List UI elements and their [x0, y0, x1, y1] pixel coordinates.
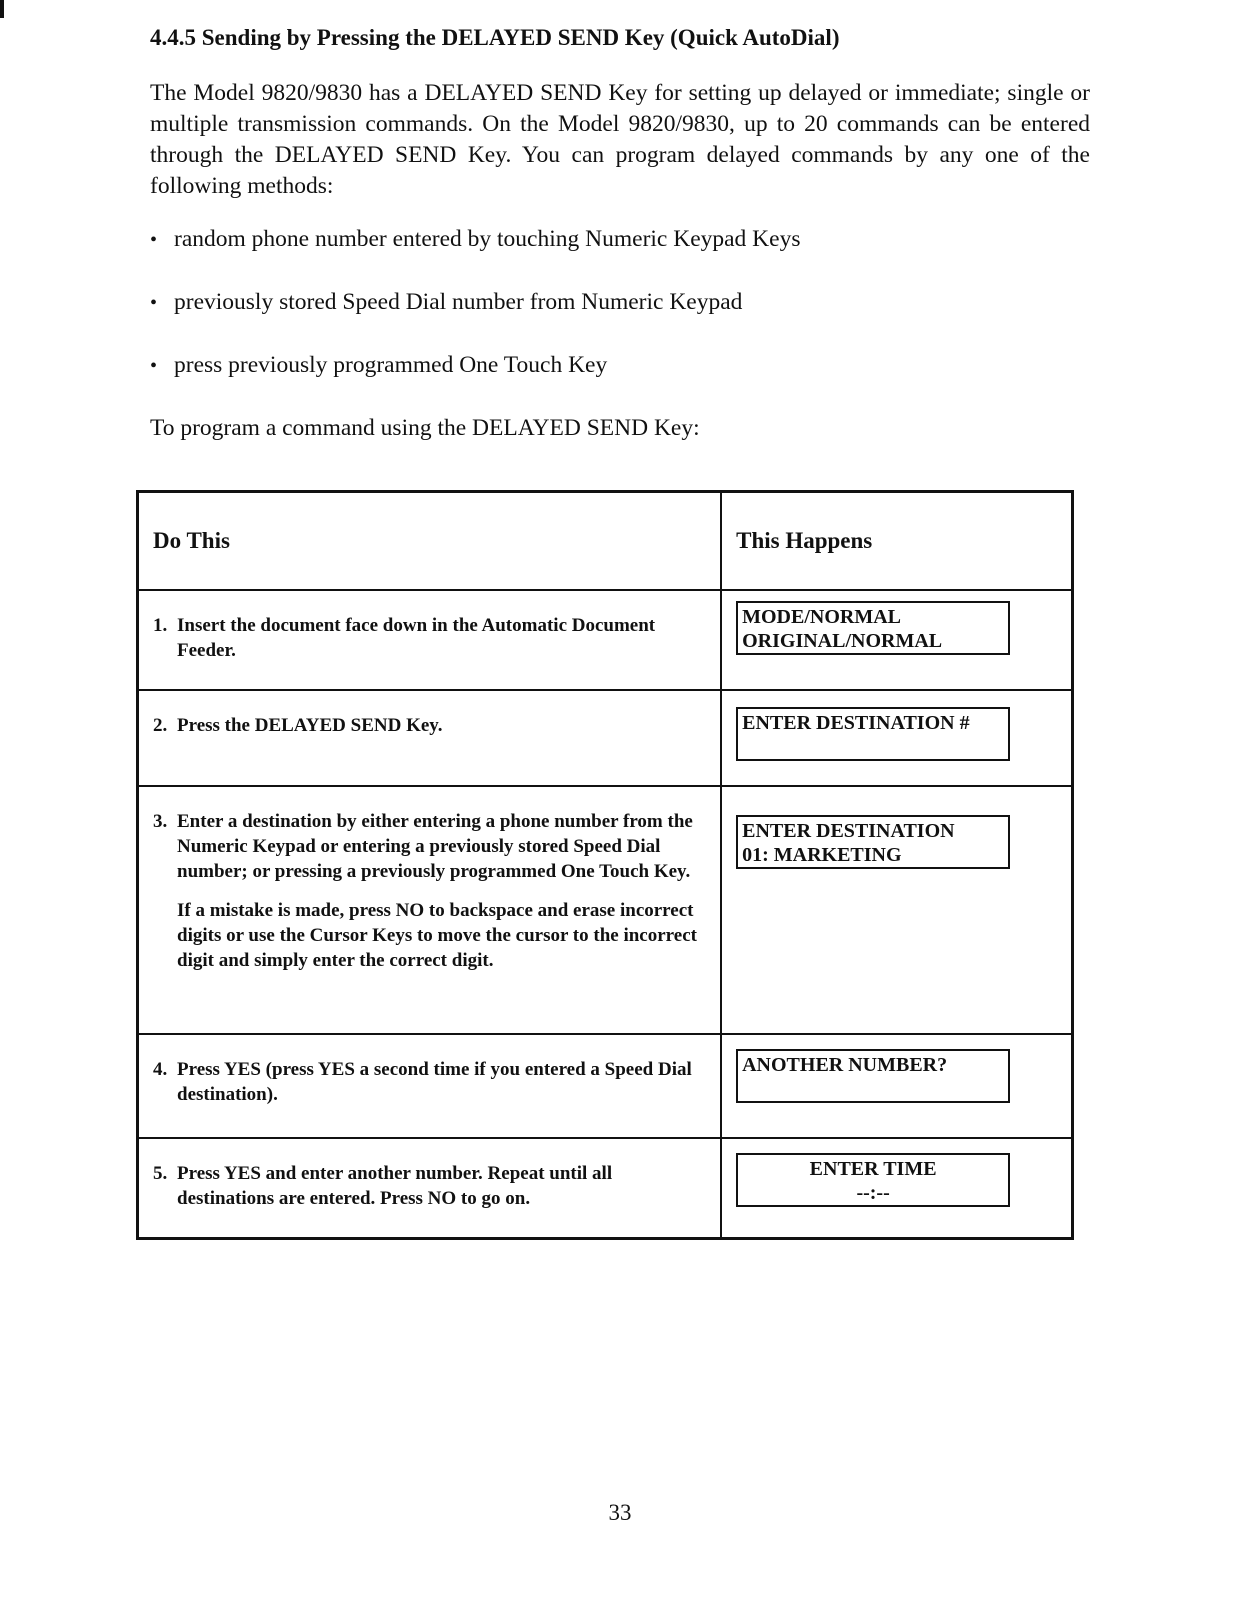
lcd-line-1: ENTER TIME — [809, 1158, 937, 1180]
step-text: Press YES and enter another number. Repeat until all destinations are entered. Press NO to go on. — [177, 1163, 613, 1209]
step-number: 2. — [153, 715, 168, 736]
table-row — [138, 1138, 1073, 1238]
step-number: 3. — [153, 811, 168, 832]
step-note: If a mistake is made, press NO to backspace and erase incorrect digits or use the Cursor Keys to move the cursor to the incorrect digit and simply enter the correct digit. — [177, 900, 697, 971]
bullet-icon: • — [150, 291, 158, 314]
list-item — [150, 224, 1090, 255]
step-text: Press the DELAYED SEND Key. — [177, 715, 443, 736]
lcd-display — [736, 815, 1010, 869]
list-item — [150, 350, 1090, 381]
step-text: Press YES (press YES a second time if you entered a Speed Dial destination). — [177, 1059, 692, 1105]
header-do-this: Do This — [138, 492, 722, 591]
step-cell — [138, 786, 722, 1034]
step-cell — [138, 690, 722, 786]
list-item — [150, 287, 1090, 318]
display-cell — [721, 590, 1072, 690]
table-row — [138, 690, 1073, 786]
display-cell — [721, 1138, 1072, 1238]
display-cell — [721, 1034, 1072, 1138]
method-text: press previously programmed One Touch Key — [174, 351, 608, 378]
lcd-display — [736, 1153, 1010, 1207]
lcd-line-2: 01: MARKETING — [742, 844, 902, 866]
table-row — [138, 1034, 1073, 1138]
lcd-line-1: ENTER DESTINATION — [742, 820, 955, 842]
lcd-line-2: ORIGINAL/NORMAL — [742, 630, 943, 652]
manual-page — [150, 24, 1090, 1209]
header-this-happens: This Happens — [721, 492, 1072, 591]
table-header-row — [138, 492, 1073, 591]
table-row — [138, 590, 1073, 690]
methods-list — [150, 224, 1090, 381]
section-heading: 4.4.5 Sending by Pressing the DELAYED SEND Key (Quick AutoDial) — [150, 25, 840, 50]
display-cell — [721, 690, 1072, 786]
lcd-line-1: ANOTHER NUMBER? — [742, 1054, 948, 1076]
lcd-line-2: --:-- — [856, 1182, 890, 1204]
step-number: 5. — [153, 1163, 168, 1184]
table-lead-text: To program a command using the DELAYED SEND Key: — [150, 414, 700, 441]
method-text: previously stored Speed Dial number from Numeric Keypad — [174, 288, 743, 315]
intro-paragraph: The Model 9820/9830 has a DELAYED SEND Key for setting up delayed or immediate; single or multiple transmission commands. On the Model 9820/9830, up to 20 commands can be entered through the DELAYED SEND Key. You can program delayed commands by any one of the following methods: — [150, 79, 1090, 199]
lcd-display — [736, 1049, 1010, 1103]
lcd-line-1: ENTER DESTINATION # — [742, 712, 970, 734]
page-number: 33 — [608, 1500, 632, 1525]
lcd-display — [736, 707, 1010, 761]
step-cell — [138, 1034, 722, 1138]
lcd-display — [736, 601, 1010, 655]
display-cell — [721, 786, 1072, 1034]
method-text: random phone number entered by touching Numeric Keypad Keys — [174, 225, 801, 252]
step-text: Insert the document face down in the Automatic Document Feeder. — [177, 615, 656, 661]
step-cell — [138, 1138, 722, 1238]
step-number: 4. — [153, 1059, 168, 1080]
step-cell — [138, 590, 722, 690]
lcd-line-1: MODE/NORMAL — [742, 606, 901, 628]
bullet-icon: • — [150, 228, 158, 251]
table-row — [138, 786, 1073, 1034]
step-text: Enter a destination by either entering a phone number from the Numeric Keypad or entering a previously stored Speed Dial number; or pressing a previously programmed One Touch Key. — [177, 811, 693, 882]
bullet-icon: • — [150, 354, 158, 377]
steps-table — [136, 490, 1074, 1240]
step-number: 1. — [153, 615, 168, 636]
scan-edge-mark — [0, 0, 4, 18]
